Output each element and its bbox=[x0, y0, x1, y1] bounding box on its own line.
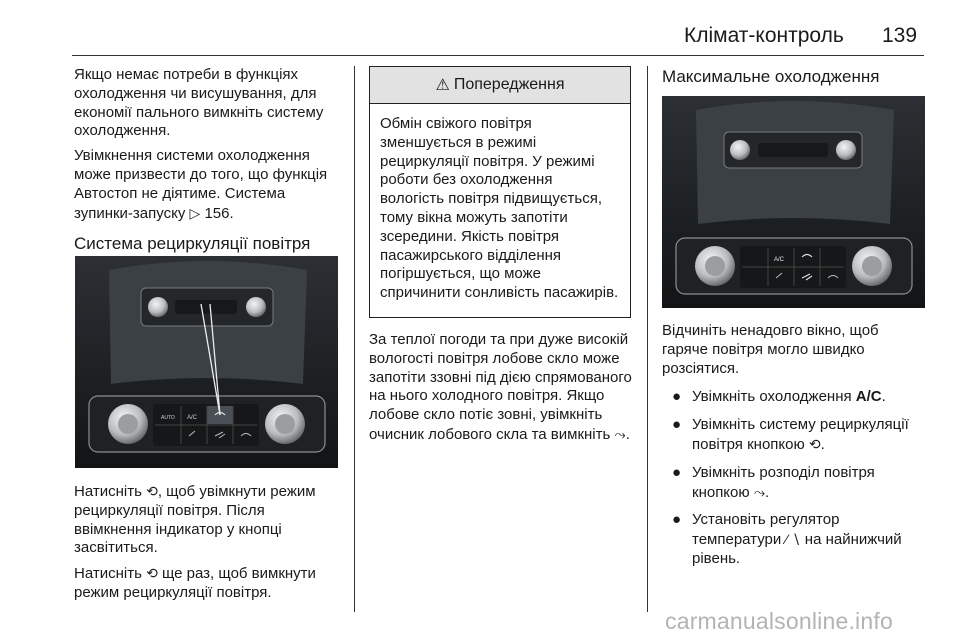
ac-label: A/C bbox=[855, 388, 882, 406]
press-text: Натисніть bbox=[74, 483, 142, 500]
press-again-text: Натисніть bbox=[74, 565, 142, 583]
paragraph-windshield-fog bbox=[369, 331, 634, 445]
list-item bbox=[662, 464, 927, 503]
middle-column bbox=[369, 331, 634, 451]
page-number: 139 bbox=[882, 24, 918, 47]
step-ac-text: Увімкніть охолодження bbox=[692, 388, 852, 406]
warning-box bbox=[369, 66, 631, 318]
list-item bbox=[662, 388, 927, 407]
console-photo-right bbox=[662, 96, 925, 308]
step-ac-end: . bbox=[881, 388, 886, 406]
windshield-fog-text: За теплої погоди та при дуже високій вологості повітря лобове скло може запотіти ззовні під дією спрямованого на нього холодного повітря. Якщо лобове скло потіє зовні, увімкніть очисник лобового скла та вимкніть bbox=[369, 331, 632, 443]
console-photo-left bbox=[75, 256, 338, 468]
photo-auto-label: AUTO bbox=[161, 415, 175, 421]
recirculation-icon: ⟲ bbox=[146, 565, 158, 582]
photo-ac-label: A/C bbox=[187, 415, 198, 421]
paragraph-autostop bbox=[74, 147, 344, 223]
right-column bbox=[662, 66, 927, 88]
step-recirculation-text: Увімкніть систему рециркуляції повітря кнопкою bbox=[692, 416, 909, 453]
step-temperature-end: на найнижчий рівень. bbox=[692, 531, 902, 567]
recirculation-icon: ⟲ bbox=[808, 435, 821, 452]
air-distribution-icon: ⤳ bbox=[614, 425, 626, 442]
bullet-icon: ● bbox=[672, 511, 682, 529]
recirculation-icon: ⟲ bbox=[146, 483, 158, 499]
column-divider-1 bbox=[354, 66, 355, 612]
step-recirculation-end: . bbox=[820, 435, 825, 453]
step-distribution-end: . bbox=[765, 483, 770, 501]
section-heading-recirculation: Система рециркуляції повітря bbox=[74, 234, 311, 254]
windshield-fog-end: . bbox=[625, 425, 630, 443]
column-divider-2 bbox=[647, 66, 648, 612]
page-header-title: Клімат-контроль bbox=[684, 24, 844, 47]
watermark: carmanualsonline.info bbox=[665, 608, 893, 634]
temperature-knob-icon: ⁄ ∖ bbox=[785, 531, 801, 548]
step-distribution-text: Увімкніть розподіл повітря кнопкою bbox=[692, 463, 875, 501]
bullet-icon: ● bbox=[672, 463, 682, 481]
paragraph-open-window: Відчиніть ненадовго вікно, щоб гаряче повітря могло швидко розсіятися. bbox=[662, 322, 879, 377]
left-column bbox=[74, 66, 344, 255]
photo-ac-label-right: A/C bbox=[774, 257, 785, 263]
reference-arrow-icon: ▷ bbox=[189, 204, 201, 221]
warning-triangle-icon: ⚠ bbox=[435, 77, 450, 94]
warning-text: Обмін свіжого повітря зменшується в режимі рециркуляції повітря. У режимі роботи без охолодження вологість повітря підвищується, тому вікна можуть запотіти зсередини. Якість повітря пасажирського відділення погіршується, що може спричинити сонливість пасажирів. bbox=[380, 115, 619, 302]
paragraph-cooling-off: Якщо немає потреби в функціях охолодження чи висушування, для економії пального вимкніть систему охолодження. bbox=[74, 66, 324, 140]
step-temperature-text: Установіть регулятор температури bbox=[692, 511, 840, 549]
left-column-lower bbox=[74, 482, 344, 609]
warning-title: Попередження bbox=[453, 76, 565, 93]
paragraph-recirculation-off bbox=[74, 564, 344, 603]
air-distribution-icon: ⤳ bbox=[753, 483, 766, 500]
warning-header bbox=[370, 67, 630, 104]
section-heading-max-cooling: Максимальне охолодження bbox=[662, 67, 880, 86]
right-column-lower bbox=[662, 322, 927, 578]
paragraph-recirculation-on bbox=[74, 482, 344, 558]
list-item bbox=[662, 416, 927, 455]
bullet-icon: ● bbox=[672, 388, 682, 406]
autostop-text: Увімкнення системи охолодження може призвести до того, що функція Автостоп не діятиме. Система зупинки-запуску bbox=[74, 147, 328, 222]
autostop-page-ref[interactable]: 156. bbox=[204, 204, 234, 222]
recirculation-on-text: , щоб увімкнути режим рециркуляції повітря. Після ввімкнення індикатор у кнопці засвітиться. bbox=[74, 483, 316, 557]
recirculation-off-text: ще раз, щоб вимкнути режим рециркуляції повітря. bbox=[74, 565, 316, 601]
header-rule bbox=[72, 55, 924, 56]
bullet-icon: ● bbox=[672, 416, 682, 434]
max-cooling-steps bbox=[662, 388, 927, 568]
list-item bbox=[662, 511, 927, 568]
